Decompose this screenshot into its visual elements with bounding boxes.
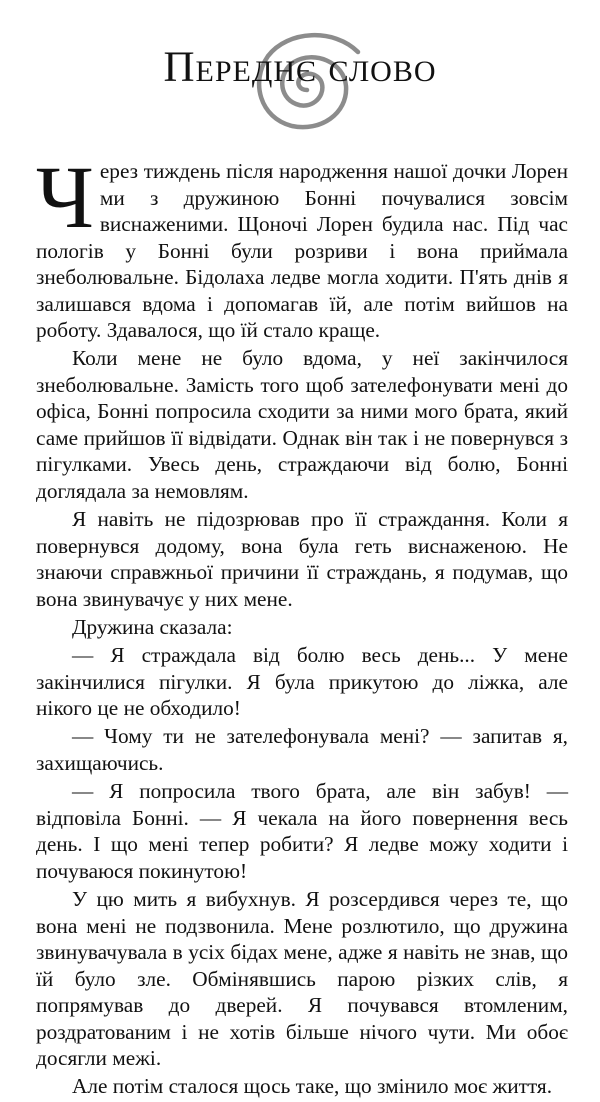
paragraph: У цю мить я вибухнув. Я розсердився через те, що вона мені не подзвонила. Мене розлютило, що дружина звинувачувала в усіх бідах мене, адже я навіть не знав, що їй було зле. Обмінявшись парою різких слів, я попрямував до дверей. Я почувався втомленим, роздратованим і не хотів більше нічого чути. Ми обоє досягли межі.	[36, 887, 568, 1071]
paragraph: — Я попросила твого брата, але він забув! — відповіла Бонні. — Я чекала на його повернення весь день. І що мені тепер робити? Я ледве можу ходити і почуваюся покинутою!	[36, 779, 568, 883]
page-title: Переднє слово	[163, 44, 437, 91]
paragraph: Я навіть не підозрював про її страждання. Коли я повернувся додому, вона була геть виснаженою. Не знаючи справжньої причини її страждань, я подумав, що вона звинувачує у них мене.	[36, 507, 568, 611]
paragraph: Дружина сказала:	[72, 614, 233, 639]
paragraph-text: ерез тиждень після народження нашої дочки Лорен ми з дружиною Бонні почувалися зовсім виснаженими. Щоночі Лорен будила нас. Під час пологів у Бонні були розриви і вона приймала знеболювальне. Бідолаха ледве могла ходити. П'ять днів я залишався вдома і допомагав їй, але потім вийшов на роботу. Здавалося, що їй стало краще.	[36, 159, 568, 342]
paragraph: — Я страждала від болю весь день... У мене закінчилися пігулки. Я була прикутою до ліжка, але нікого це не обходило!	[36, 643, 568, 721]
paragraph	[36, 149, 568, 344]
paragraph: — Чому ти не зателефонувала мені? — запитав я, захищаючись.	[36, 724, 568, 775]
drop-cap: Ч	[36, 149, 94, 247]
paragraph: Коли мене не було вдома, у неї закінчилося знеболювальне. Замість того щоб зателефонувати мені до офіса, Бонні попросила сходити за ними мого брата, який саме прийшов її відвідати. Однак він так і не повернувся з пігулками. Увесь день, страждаючи від болю, Бонні доглядала за немовлям.	[36, 346, 568, 503]
body-text	[36, 149, 568, 1102]
paragraph: Але потім сталося щось таке, що змінило моє життя.	[72, 1074, 553, 1099]
